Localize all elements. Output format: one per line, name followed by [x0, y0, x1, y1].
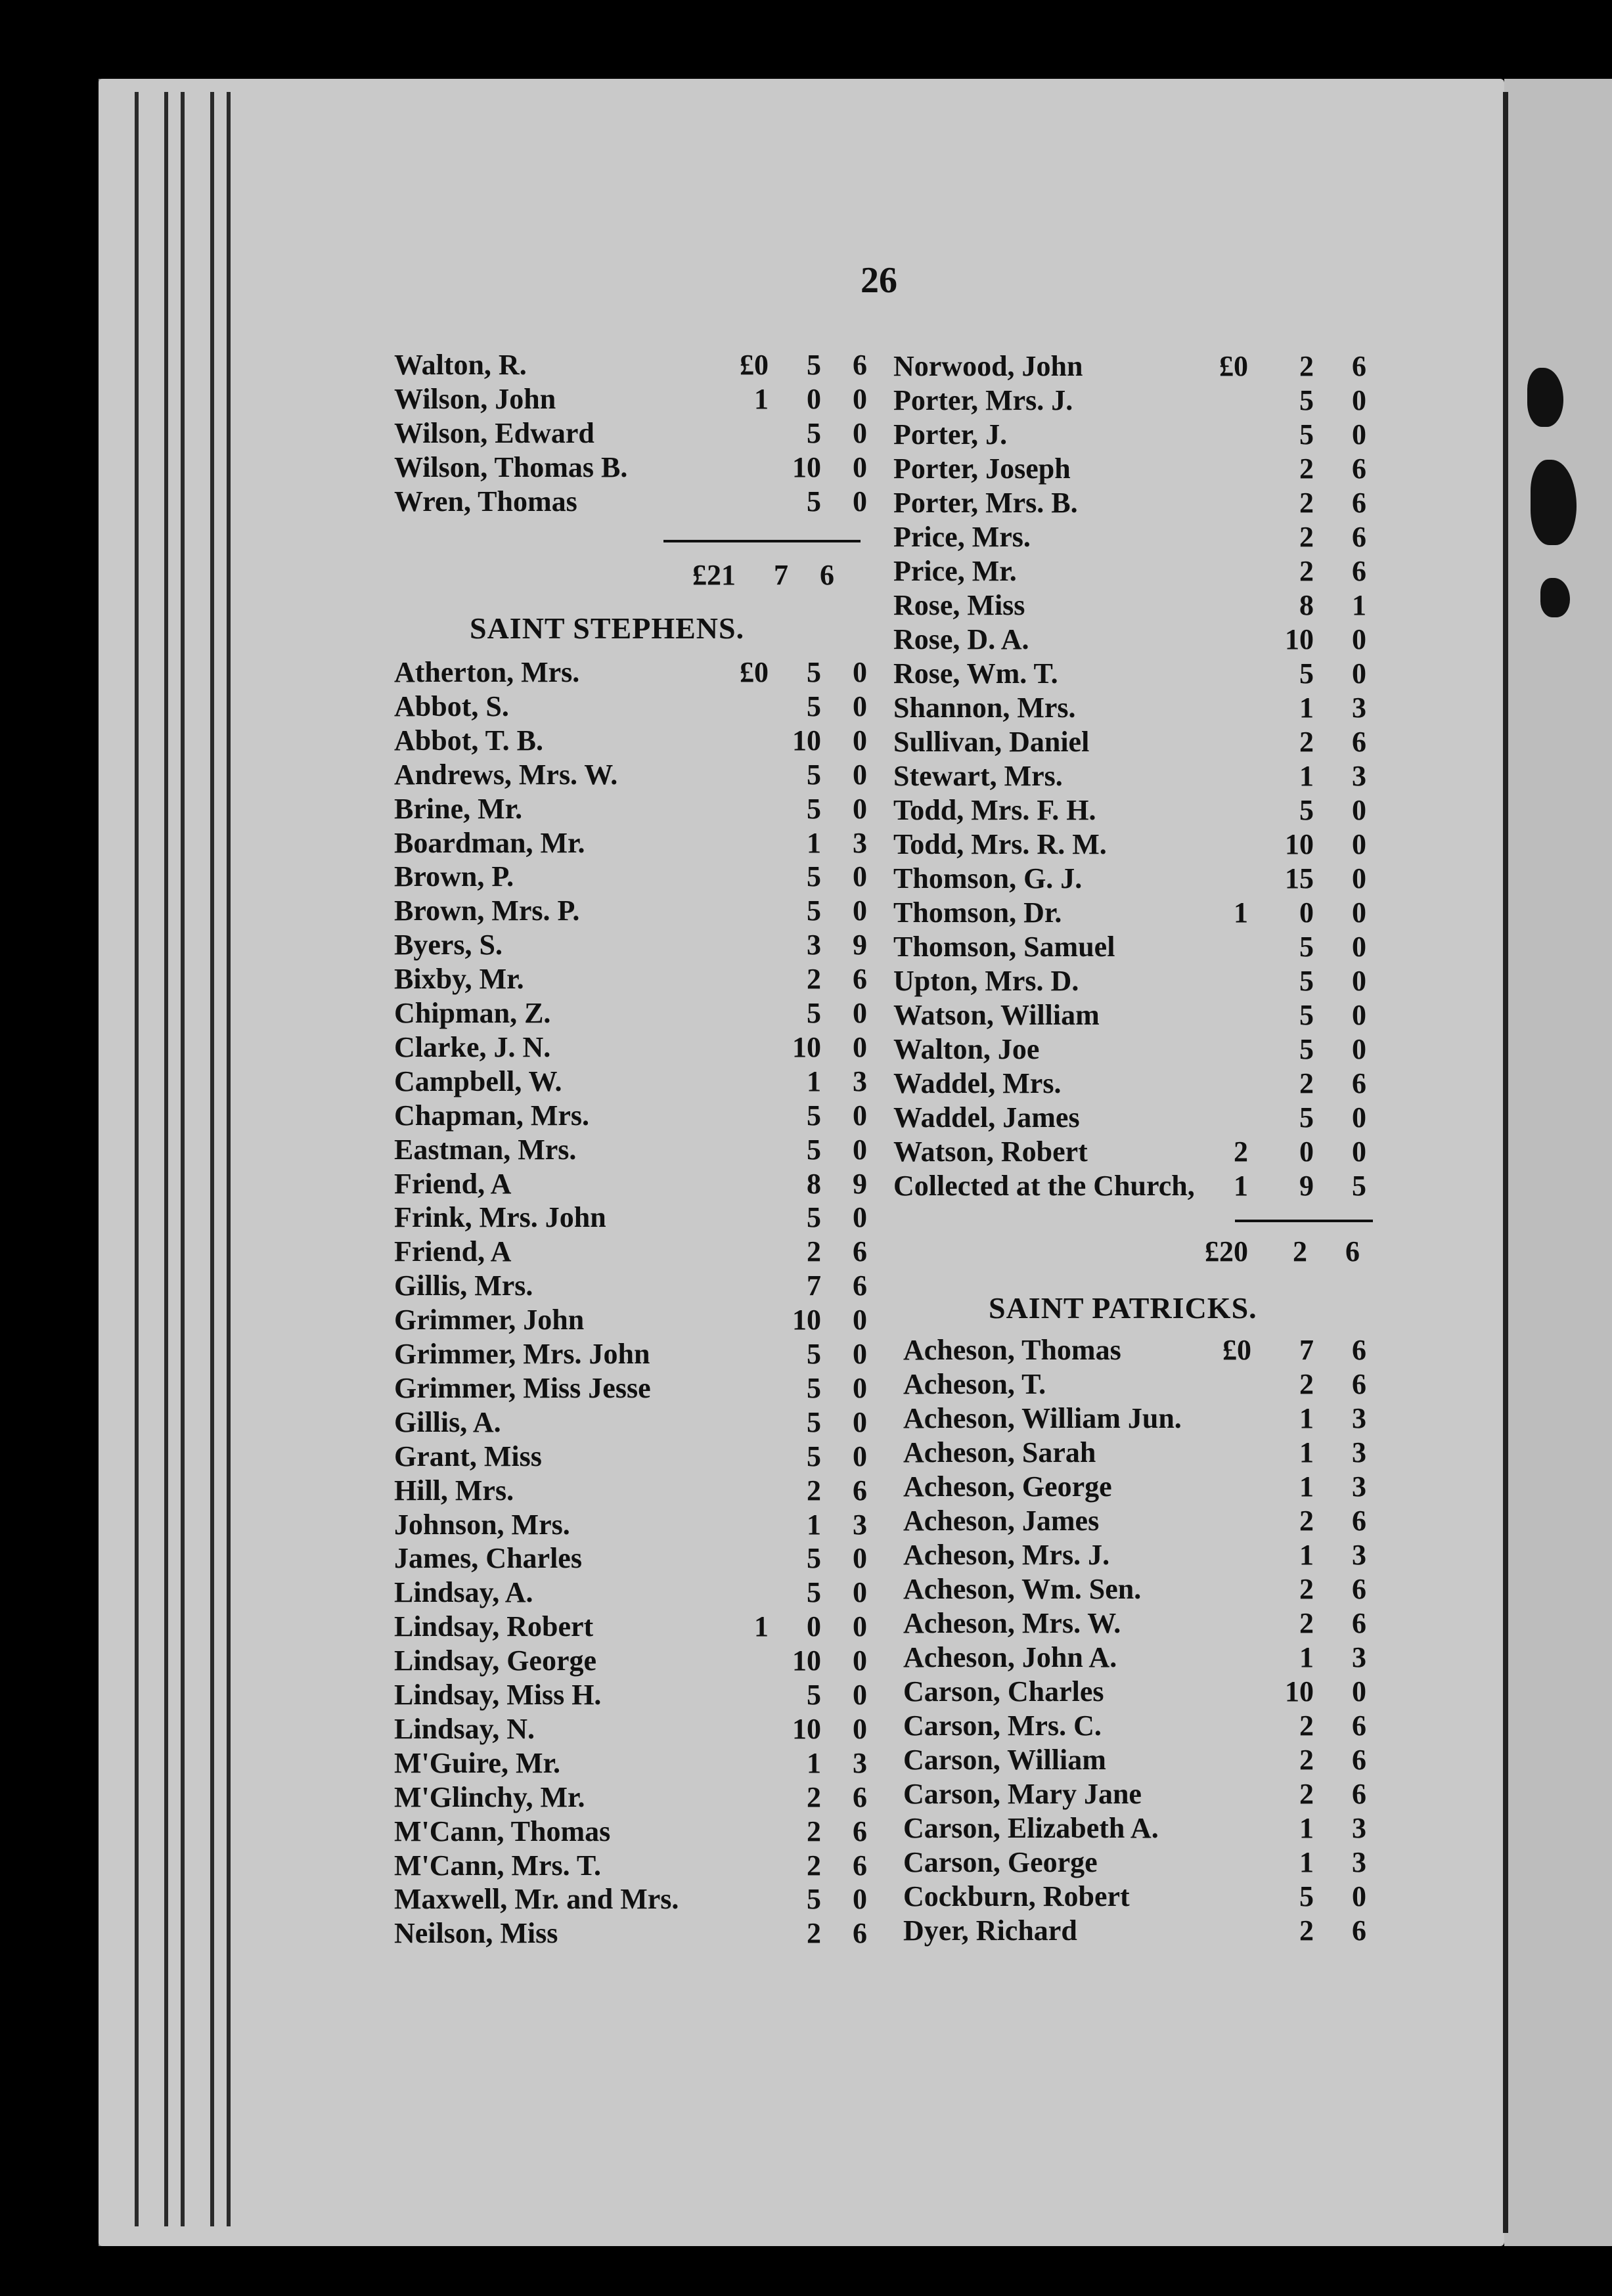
subscriber-name: Chapman, Mrs. [394, 1099, 590, 1132]
amount-shillings: 2 [1299, 521, 1314, 553]
subscriber-name: Acheson, John A. [903, 1641, 1117, 1673]
subscriber-name: Todd, Mrs. F. H. [893, 794, 1096, 826]
amount-shillings: 5 [807, 1576, 821, 1609]
spine-edge-line [181, 92, 185, 2226]
amount-shillings: 5 [807, 1405, 821, 1438]
subscriber-name: Acheson, Mrs. W. [903, 1607, 1121, 1639]
amount-shillings: 2 [1299, 1505, 1314, 1537]
amount-pounds: 1 [754, 1610, 769, 1643]
amount-shillings: 1 [1299, 1402, 1314, 1434]
amount-pence: 6 [1352, 726, 1366, 758]
amount-pence: 6 [1352, 350, 1366, 382]
amount-pence: 6 [1352, 1778, 1366, 1810]
amount-pence: 0 [853, 860, 867, 893]
subscriber-name: James, Charles [394, 1542, 582, 1575]
amount-pence: 3 [853, 826, 867, 859]
subscriber-name: Friend, A [394, 1235, 512, 1268]
amount-pence: 3 [1352, 1470, 1366, 1503]
subscriber-name: Campbell, W. [394, 1065, 562, 1097]
amount-pence: 0 [1352, 828, 1366, 860]
subscriber-name: Frink, Mrs. John [394, 1201, 606, 1234]
amount-shillings: 2 [807, 1849, 821, 1882]
amount-pence: 0 [853, 417, 867, 449]
subscriber-name: Porter, J. [893, 418, 1008, 451]
amount-shillings: 2 [807, 1780, 821, 1813]
amount-pence: 0 [853, 451, 867, 483]
subscriber-name: Carson, Mary Jane [903, 1778, 1142, 1810]
amount-pence: 6 [853, 1815, 867, 1847]
amount-pence: 0 [1352, 1033, 1366, 1065]
amount-pence: 6 [853, 1917, 867, 1950]
amount-pence: 6 [1352, 1334, 1366, 1366]
amount-pounds: 1 [754, 383, 769, 415]
amount-pence: 0 [853, 894, 867, 927]
amount-pence: 0 [853, 724, 867, 757]
subscriber-name: Porter, Joseph [893, 453, 1071, 485]
amount-shillings: 5 [807, 1883, 821, 1916]
subscriber-name: Sullivan, Daniel [893, 726, 1090, 758]
spine-edge-line [227, 92, 231, 2226]
subscriber-name: Gillis, Mrs. [394, 1269, 533, 1302]
amount-shillings: 5 [1299, 965, 1314, 997]
amount-pence: 0 [853, 1099, 867, 1132]
subscriber-name: Cockburn, Robert [903, 1880, 1130, 1912]
amount-shillings: 1 [1299, 1812, 1314, 1844]
amount-shillings: 5 [807, 1099, 821, 1132]
subscriber-name: Acheson, T. [903, 1368, 1046, 1400]
amount-pounds: £0 [740, 349, 769, 381]
amount-pence: 0 [853, 792, 867, 825]
subscriber-name: Todd, Mrs. R. M. [893, 828, 1107, 860]
subscriber-name: Atherton, Mrs. [394, 656, 580, 688]
amount-pence: 3 [1352, 760, 1366, 792]
amount-pence: 0 [853, 690, 867, 722]
amount-shillings: 3 [807, 929, 821, 961]
total-rule [663, 540, 861, 542]
subscriber-name: Waddel, Mrs. [893, 1067, 1062, 1099]
subscriber-name: Boardman, Mr. [394, 826, 585, 859]
amount-pence: 0 [853, 1371, 867, 1404]
amount-pence: 6 [1352, 1573, 1366, 1605]
subscriber-name: Dyer, Richard [903, 1914, 1077, 1947]
amount-shillings: 5 [807, 690, 821, 722]
amount-shillings: 10 [792, 724, 821, 757]
subscriber-name: Brine, Mr. [394, 792, 523, 825]
amount-shillings: 5 [807, 894, 821, 927]
amount-shillings: 2 [1299, 453, 1314, 485]
amount-shillings: 1 [1299, 760, 1314, 792]
subscriber-name: Porter, Mrs. B. [893, 487, 1078, 519]
amount-pence: 6 [853, 1269, 867, 1302]
amount-shillings: 5 [807, 1679, 821, 1711]
amount-shillings: 1 [1299, 1641, 1314, 1673]
amount-pence: 9 [853, 1167, 867, 1200]
amount-pence: 1 [1352, 589, 1366, 621]
amount-shillings: 5 [807, 1338, 821, 1370]
amount-pence: 0 [853, 758, 867, 791]
amount-pence: 0 [853, 383, 867, 415]
spine-edge-line [135, 92, 139, 2226]
subscriber-name: Brown, P. [394, 860, 514, 893]
amount-pence: 0 [1352, 1136, 1366, 1168]
amount-pence: 0 [1352, 965, 1366, 997]
amount-shillings: 5 [1299, 794, 1314, 826]
amount-pence: 0 [853, 1405, 867, 1438]
subscriber-name: M'Cann, Thomas [394, 1815, 611, 1847]
subscriber-name: Lindsay, N. [394, 1712, 535, 1745]
amount-pence: 0 [853, 1542, 867, 1575]
total-shillings: 7 [774, 559, 788, 591]
subscriber-name: Lindsay, Miss H. [394, 1679, 602, 1711]
subscriber-name: Shannon, Mrs. [893, 692, 1076, 724]
amount-pence: 0 [853, 1645, 867, 1677]
subscriber-name: Waddel, James [893, 1101, 1080, 1134]
amount-shillings: 1 [1299, 1539, 1314, 1571]
amount-shillings: 1 [807, 1508, 821, 1541]
amount-shillings: 2 [807, 1235, 821, 1268]
amount-shillings: 5 [1299, 931, 1314, 963]
subscriber-name: Eastman, Mrs. [394, 1133, 577, 1166]
amount-shillings: 2 [1299, 1914, 1314, 1947]
subscriber-name: Wilson, Thomas B. [394, 451, 628, 483]
amount-shillings: 5 [1299, 384, 1314, 416]
amount-shillings: 8 [807, 1167, 821, 1200]
amount-shillings: 5 [807, 792, 821, 825]
amount-shillings: 1 [807, 1746, 821, 1779]
amount-shillings: 2 [1299, 1368, 1314, 1400]
subscriber-name: Johnson, Mrs. [394, 1508, 570, 1541]
subscriber-name: Clarke, J. N. [394, 1030, 551, 1063]
amount-shillings: 1 [807, 826, 821, 859]
subscriber-name: Lindsay, Robert [394, 1610, 594, 1643]
subscriber-name: Grimmer, John [394, 1304, 585, 1336]
amount-shillings: 5 [807, 485, 821, 518]
subscriber-name: Norwood, John [893, 350, 1083, 382]
amount-pence: 0 [1352, 623, 1366, 655]
amount-shillings: 0 [807, 1610, 821, 1643]
subscriber-name: Wilson, Edward [394, 417, 594, 449]
amount-pence: 6 [1352, 1368, 1366, 1400]
amount-pounds: £0 [740, 656, 769, 688]
amount-shillings: 10 [1285, 1675, 1314, 1708]
amount-pence: 6 [1352, 521, 1366, 553]
amount-pence: 0 [853, 1030, 867, 1063]
subscriber-name: Brown, Mrs. P. [394, 894, 580, 927]
amount-shillings: 8 [1299, 589, 1314, 621]
amount-pence: 0 [1352, 1101, 1366, 1134]
amount-shillings: 2 [807, 1815, 821, 1847]
subscriber-name: M'Glinchy, Mr. [394, 1780, 585, 1813]
amount-pence: 6 [1352, 1067, 1366, 1099]
amount-pence: 0 [853, 997, 867, 1029]
subscriber-name: Abbot, T. B. [394, 724, 544, 757]
amount-pence: 0 [853, 1883, 867, 1916]
amount-shillings: 5 [807, 1440, 821, 1472]
subscriber-name: M'Cann, Mrs. T. [394, 1849, 601, 1882]
subscriber-name: Acheson, Thomas [903, 1334, 1121, 1366]
subscriber-name: Acheson, Mrs. J. [903, 1539, 1110, 1571]
amount-pence: 0 [1352, 931, 1366, 963]
amount-pence: 6 [853, 1849, 867, 1882]
amount-shillings: 10 [792, 1645, 821, 1677]
amount-shillings: 5 [1299, 1033, 1314, 1065]
amount-pence: 5 [1352, 1170, 1366, 1202]
subscriber-name: Rose, Miss [893, 589, 1025, 621]
amount-shillings: 2 [1299, 1710, 1314, 1742]
amount-shillings: 5 [807, 349, 821, 381]
amount-shillings: 1 [1299, 1470, 1314, 1503]
amount-pence: 0 [1352, 657, 1366, 690]
amount-shillings: 5 [807, 997, 821, 1029]
subscriber-name: Upton, Mrs. D. [893, 965, 1079, 997]
subscriber-name: Acheson, Sarah [903, 1436, 1096, 1468]
amount-pence: 0 [853, 1679, 867, 1711]
subscriber-name: Wilson, John [394, 383, 556, 415]
amount-pence: 3 [1352, 1402, 1366, 1434]
amount-shillings: 9 [1299, 1170, 1314, 1202]
total-shillings: 2 [1293, 1235, 1307, 1268]
amount-pence: 0 [1352, 384, 1366, 416]
total-pounds: £20 [1205, 1235, 1248, 1268]
amount-shillings: 2 [1299, 1607, 1314, 1639]
amount-pence: 6 [853, 1474, 867, 1507]
subscriber-name: Chipman, Z. [394, 997, 551, 1029]
amount-shillings: 2 [1299, 1573, 1314, 1605]
amount-pence: 0 [1352, 862, 1366, 894]
amount-shillings: 0 [1299, 896, 1314, 929]
amount-shillings: 5 [807, 758, 821, 791]
amount-pence: 6 [1352, 555, 1366, 587]
amount-shillings: 1 [807, 1065, 821, 1097]
subscriber-name: Watson, Robert [893, 1136, 1088, 1168]
amount-shillings: 2 [1299, 1744, 1314, 1776]
subscriber-name: Carson, William [903, 1744, 1106, 1776]
amount-pence: 9 [853, 929, 867, 961]
subscriber-name: Carson, Charles [903, 1675, 1104, 1708]
amount-shillings: 2 [1299, 726, 1314, 758]
amount-shillings: 0 [807, 383, 821, 415]
amount-pence: 3 [1352, 1436, 1366, 1468]
amount-pence: 3 [853, 1065, 867, 1097]
amount-pence: 0 [853, 1201, 867, 1234]
amount-shillings: 2 [807, 1917, 821, 1950]
amount-pence: 0 [853, 1712, 867, 1745]
section-heading-saint-patricks: SAINT PATRICKS. [989, 1291, 1257, 1325]
subscriber-name: Maxwell, Mr. and Mrs. [394, 1883, 679, 1916]
amount-shillings: 1 [1299, 692, 1314, 724]
amount-pounds: 1 [1234, 896, 1248, 929]
subscriber-name: Stewart, Mrs. [893, 760, 1063, 792]
subscriber-name: Hill, Mrs. [394, 1474, 514, 1507]
subscriber-name: Wren, Thomas [394, 485, 577, 518]
amount-shillings: 10 [792, 1712, 821, 1745]
subscriber-name: Friend, A [394, 1167, 512, 1200]
amount-pence: 6 [1352, 1744, 1366, 1776]
subscriber-name: Grant, Miss [394, 1440, 542, 1472]
subscriber-name: Price, Mr. [893, 555, 1017, 587]
spine-edge-line [164, 92, 168, 2226]
amount-pence: 0 [853, 656, 867, 688]
amount-pence: 3 [1352, 1539, 1366, 1571]
subscriber-name: Acheson, George [903, 1470, 1112, 1503]
amount-shillings: 5 [807, 1133, 821, 1166]
amount-pence: 6 [1352, 1505, 1366, 1537]
subscriber-name: Andrews, Mrs. W. [394, 758, 618, 791]
subscriber-name: Neilson, Miss [394, 1917, 558, 1950]
subscriber-name: Abbot, S. [394, 690, 509, 722]
subscriber-name: Rose, Wm. T. [893, 657, 1058, 690]
amount-pounds: 2 [1234, 1136, 1248, 1168]
subscriber-name: Byers, S. [394, 929, 503, 961]
total-pounds: £21 [692, 559, 736, 591]
amount-shillings: 1 [1299, 1436, 1314, 1468]
subscriber-name: Acheson, William Jun. [903, 1402, 1182, 1434]
amount-shillings: 2 [1299, 487, 1314, 519]
subscriber-name: Acheson, Wm. Sen. [903, 1573, 1142, 1605]
amount-pence: 6 [853, 1780, 867, 1813]
amount-shillings: 15 [1285, 862, 1314, 894]
amount-pence: 6 [1352, 487, 1366, 519]
subscriber-name: Rose, D. A. [893, 623, 1029, 655]
amount-shillings: 5 [807, 860, 821, 893]
amount-pence: 6 [1352, 1710, 1366, 1742]
amount-shillings: 7 [807, 1269, 821, 1302]
amount-shillings: 2 [1299, 1778, 1314, 1810]
subscriber-name: Porter, Mrs. J. [893, 384, 1073, 416]
amount-pence: 3 [853, 1746, 867, 1779]
amount-pence: 3 [1352, 1846, 1366, 1878]
subscriber-name: Thomson, G. J. [893, 862, 1083, 894]
amount-pence: 3 [1352, 1641, 1366, 1673]
amount-shillings: 5 [1299, 1880, 1314, 1912]
subscriber-name: Lindsay, A. [394, 1576, 533, 1609]
amount-shillings: 5 [807, 1201, 821, 1234]
amount-shillings: 5 [1299, 999, 1314, 1031]
subscriber-name: Carson, Mrs. C. [903, 1710, 1102, 1742]
amount-pence: 0 [1352, 794, 1366, 826]
amount-shillings: 5 [1299, 418, 1314, 451]
page-number: 26 [861, 260, 897, 301]
amount-shillings: 10 [792, 1304, 821, 1336]
amount-shillings: 5 [807, 417, 821, 449]
total-pence: 6 [820, 559, 834, 591]
amount-pence: 0 [853, 485, 867, 518]
amount-shillings: 7 [1299, 1334, 1314, 1366]
amount-pence: 0 [1352, 896, 1366, 929]
subscriber-name: Price, Mrs. [893, 521, 1031, 553]
amount-shillings: 5 [1299, 657, 1314, 690]
amount-pence: 0 [1352, 1880, 1366, 1912]
spine-edge-line [210, 92, 214, 2226]
amount-pence: 0 [1352, 418, 1366, 451]
subscriber-name: Thomson, Dr. [893, 896, 1062, 929]
amount-shillings: 2 [807, 963, 821, 996]
amount-pence: 3 [1352, 1812, 1366, 1844]
amount-pounds: £0 [1219, 350, 1248, 382]
amount-shillings: 5 [1299, 1101, 1314, 1134]
total-pence: 6 [1345, 1235, 1360, 1268]
amount-shillings: 2 [807, 1474, 821, 1507]
amount-shillings: 0 [1299, 1136, 1314, 1168]
subscriber-name: Lindsay, George [394, 1645, 597, 1677]
amount-shillings: 10 [792, 1030, 821, 1063]
subscriber-name: Gillis, A. [394, 1405, 501, 1438]
amount-pence: 6 [853, 1235, 867, 1268]
amount-pence: 0 [853, 1338, 867, 1370]
subscriber-name: Collected at the Church, [893, 1170, 1195, 1202]
page-right-edge [1503, 92, 1508, 2233]
amount-pence: 0 [853, 1304, 867, 1336]
amount-shillings: 2 [1299, 350, 1314, 382]
amount-shillings: 1 [1299, 1846, 1314, 1878]
amount-pence: 0 [1352, 1675, 1366, 1708]
subscriber-name: Thomson, Samuel [893, 931, 1115, 963]
amount-pence: 6 [1352, 1914, 1366, 1947]
subscriber-name: Watson, William [893, 999, 1100, 1031]
subscriber-name: Carson, Elizabeth A. [903, 1812, 1159, 1844]
amount-shillings: 10 [1285, 828, 1314, 860]
amount-shillings: 2 [1299, 1067, 1314, 1099]
amount-shillings: 2 [1299, 555, 1314, 587]
subscriber-name: M'Guire, Mr. [394, 1746, 560, 1779]
subscriber-name: Walton, R. [394, 349, 527, 381]
subscriber-name: Grimmer, Miss Jesse [394, 1371, 651, 1404]
subscriber-name: Grimmer, Mrs. John [394, 1338, 650, 1370]
amount-shillings: 5 [807, 656, 821, 688]
amount-pence: 0 [853, 1440, 867, 1472]
amount-shillings: 10 [1285, 623, 1314, 655]
subscriber-name: Acheson, James [903, 1505, 1100, 1537]
subscriber-name: Carson, George [903, 1846, 1098, 1878]
amount-pence: 0 [853, 1576, 867, 1609]
amount-pence: 0 [853, 1133, 867, 1166]
amount-pence: 6 [1352, 453, 1366, 485]
amount-pence: 6 [853, 963, 867, 996]
amount-pence: 6 [853, 349, 867, 381]
amount-pounds: 1 [1234, 1170, 1248, 1202]
amount-pence: 0 [853, 1610, 867, 1643]
amount-pounds: £0 [1222, 1334, 1251, 1366]
amount-shillings: 10 [792, 451, 821, 483]
amount-shillings: 5 [807, 1371, 821, 1404]
amount-pence: 0 [1352, 999, 1366, 1031]
subscriber-name: Walton, Joe [893, 1033, 1040, 1065]
amount-pence: 3 [853, 1508, 867, 1541]
total-rule [1235, 1220, 1373, 1222]
amount-pence: 6 [1352, 1607, 1366, 1639]
subscriber-name: Bixby, Mr. [394, 963, 524, 996]
amount-shillings: 5 [807, 1542, 821, 1575]
amount-pence: 3 [1352, 692, 1366, 724]
section-heading-saint-stephens: SAINT STEPHENS. [470, 611, 745, 645]
